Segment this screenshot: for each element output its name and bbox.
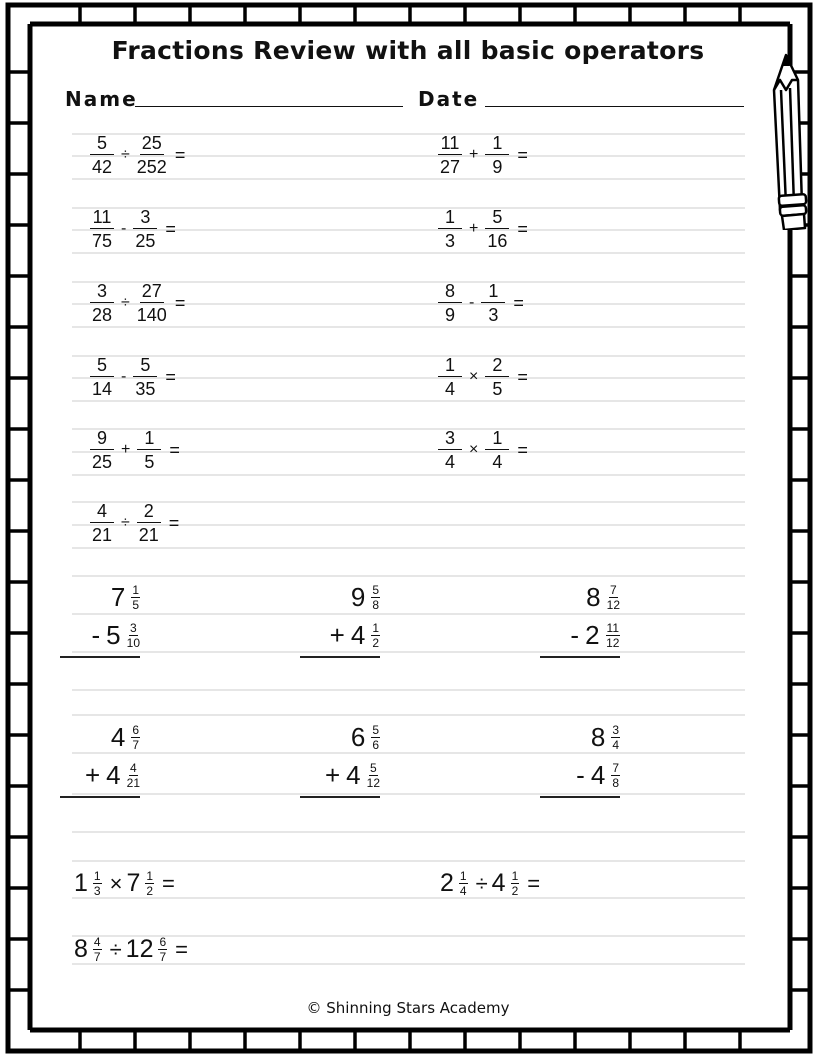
rule-line [72,793,745,795]
fraction [371,622,380,649]
denominator: 6 [372,737,379,752]
top-number [60,718,140,756]
whole-number: 4 [346,760,361,790]
vertical-problem [540,578,620,654]
fraction [485,134,509,176]
numerator: 5 [133,356,157,377]
fraction [611,724,620,751]
equals-sign: = [165,218,176,239]
denominator: 3 [488,305,499,325]
denominator: 8 [372,597,379,612]
rule-line [72,651,745,653]
vertical-problem [60,718,140,794]
numerator: 1 [438,208,462,229]
equals-sign: = [517,439,528,460]
mixed-number-problem [440,869,544,898]
operator: - [121,368,127,385]
rule-line [72,474,745,476]
rule-line [72,575,745,577]
denominator: 42 [91,157,113,177]
whole-number: 1 [74,869,88,897]
whole-number: 5 [106,620,121,650]
answer-line [540,796,620,798]
fraction [371,584,380,611]
equals-sign: = [169,439,180,460]
numerator: 5 [90,134,114,155]
denominator: 16 [487,231,508,251]
rule-line [72,178,745,180]
numerator: 4 [93,935,101,949]
fraction [485,429,509,471]
whole-number: 7 [110,582,126,612]
rule-line [72,689,745,691]
denominator: 25 [91,452,113,472]
denominator: 27 [439,157,461,177]
denominator: 21 [138,525,159,545]
numerator: 1 [438,356,462,377]
numerator: 1 [93,869,101,883]
name-field-line[interactable] [135,106,403,107]
denominator: 4 [444,379,455,399]
numerator: 9 [90,429,114,450]
denominator: 8 [612,775,619,790]
bottom-number [60,756,140,794]
fraction-problem [90,429,180,471]
denominator: 9 [444,305,455,325]
fraction [459,870,468,897]
answer-line [300,656,380,658]
denominator: 2 [372,635,379,650]
numerator: 4 [90,502,114,523]
operator: + [121,441,131,458]
bottom-number [300,756,380,794]
vertical-problem [300,718,380,794]
denominator: 21 [91,525,113,545]
operator: ÷ [109,936,122,962]
numerator: 27 [141,281,162,301]
fraction-problem [90,502,179,544]
whole-number: 4 [350,620,366,650]
numerator: 2 [137,502,161,523]
pencil-icon [766,50,812,230]
denominator: 75 [91,231,113,251]
top-number [60,578,140,616]
fraction [438,356,462,398]
numerator: 6 [132,722,139,737]
fraction [131,724,140,751]
fraction [127,622,140,649]
denominator: 4 [492,452,503,472]
equals-sign: = [517,218,528,239]
whole-number: 6 [350,722,366,752]
whole-number: 9 [350,582,366,612]
denominator: 4 [612,737,619,752]
fraction [137,502,161,544]
top-number [300,718,380,756]
fraction [137,134,167,176]
equals-sign: = [174,292,186,313]
numerator: 11 [90,208,114,229]
fraction [145,870,154,897]
denominator: 7 [132,737,139,752]
denominator: 140 [136,305,167,325]
fraction [93,870,102,897]
numerator: 5 [90,356,114,377]
equals-sign: = [513,292,524,313]
fraction [611,762,620,789]
copyright-footer: © Shinning Stars Academy [306,999,510,1017]
whole-number: 8 [74,935,88,963]
equals-sign: = [175,936,189,962]
fraction [131,584,140,611]
numerator: 1 [459,869,467,883]
denominator: 3 [93,884,101,898]
denominator: 12 [366,775,380,790]
operator: ÷ [121,514,130,531]
denominator: 10 [126,635,140,650]
whole-number: 8 [590,722,606,752]
equals-sign: = [174,144,186,165]
denominator: 14 [91,379,113,399]
denominator: 2 [511,884,519,898]
numerator: 11 [438,134,462,155]
numerator: 7 [609,582,617,597]
operator: × [469,441,479,458]
fraction [133,208,157,250]
whole-number: 4 [491,869,506,897]
answer-line [60,796,140,798]
vertical-problem [60,578,140,654]
denominator: 7 [93,950,101,964]
fraction-problem [438,282,524,324]
numerator: 3 [129,620,137,635]
fraction-problem [438,429,528,471]
operator: - [121,220,127,237]
operator: - [469,294,475,311]
rule-line [72,613,745,615]
denominator: 3 [444,231,455,251]
fraction [367,762,380,789]
rule-line [72,860,745,862]
whole-number: 4 [110,722,126,752]
numerator: 3 [133,208,157,229]
fraction [133,356,157,398]
fraction [158,936,167,963]
mixed-number-problem [74,869,179,898]
operator: + [329,620,345,650]
date-label: Date [418,87,480,111]
fraction-problem [438,134,528,176]
operator: × [109,870,123,896]
fraction [606,622,620,649]
operator: - [91,620,101,650]
name-label: Name [65,87,138,111]
numerator: 3 [612,722,619,737]
denominator: 5 [144,452,155,472]
vertical-problem [540,718,620,794]
fraction [137,429,161,471]
numerator: 6 [159,935,167,949]
operator: ÷ [121,146,130,163]
fraction [481,282,505,324]
rule-line [72,252,745,254]
fraction [438,134,462,176]
numerator: 3 [438,429,462,450]
fraction [90,134,114,176]
numerator: 11 [606,620,619,635]
top-number [300,578,380,616]
bottom-number [60,616,140,654]
denominator: 35 [135,379,156,399]
operator: + [469,146,479,163]
answer-line [60,656,140,658]
denominator: 21 [126,775,140,790]
denominator: 5 [492,379,503,399]
top-number [540,578,620,616]
answer-line [300,796,380,798]
rule-line [72,400,745,402]
denominator: 7 [159,950,167,964]
fraction [90,356,114,398]
worksheet-title: Fractions Review with all basic operators [111,36,705,65]
numerator: 5 [485,208,509,229]
date-field-line[interactable] [485,106,744,107]
denominator: 12 [606,635,620,650]
fraction [607,584,620,611]
denominator: 9 [492,157,503,177]
whole-number: 4 [106,760,121,790]
rule-line [72,752,745,754]
operator: + [469,220,479,237]
operator: + [324,760,341,790]
answer-line [540,656,620,658]
equals-sign: = [165,366,176,387]
fraction [511,870,520,897]
numerator: 8 [438,282,462,303]
fraction [438,429,462,471]
denominator: 252 [136,157,167,177]
operator: + [84,760,101,790]
numerator: 5 [372,582,379,597]
equals-sign: = [517,366,528,387]
fraction-problem [90,208,176,250]
fraction-problem [90,134,185,176]
numerator: 1 [481,282,505,303]
rule-line [72,714,745,716]
fraction [90,502,114,544]
numerator: 1 [146,869,154,883]
fraction-problem [90,356,176,398]
vertical-problem [300,578,380,654]
denominator: 2 [146,884,154,898]
fraction [90,282,114,324]
numerator: 1 [372,620,379,635]
numerator: 1 [132,582,139,597]
fraction [90,208,114,250]
fraction [485,356,509,398]
whole-number: 7 [126,869,141,897]
bottom-number [540,616,620,654]
fraction [438,282,462,324]
fraction [137,282,167,324]
bottom-number [300,616,380,654]
whole-number: 4 [590,760,606,790]
operator: ÷ [121,294,130,311]
whole-number: 8 [586,582,601,612]
whole-number: 2 [440,869,454,897]
numerator: 7 [612,760,619,775]
numerator: 5 [369,760,377,775]
numerator: 3 [90,282,114,303]
rule-line [72,547,745,549]
fraction [90,429,114,471]
numerator: 1 [485,134,509,155]
numerator: 1 [137,429,161,450]
denominator: 5 [132,597,139,612]
numerator: 1 [511,869,519,883]
fraction-problem [438,356,528,398]
equals-sign: = [162,870,175,896]
numerator: 4 [129,760,137,775]
numerator: 5 [372,722,379,737]
operator: - [570,620,580,650]
fraction [127,762,140,789]
operator: - [576,760,585,790]
fraction [93,936,102,963]
equals-sign: = [517,144,528,165]
mixed-number-problem [74,935,192,964]
fraction [438,208,462,250]
bottom-number [540,756,620,794]
fraction [485,208,509,250]
denominator: 28 [91,305,113,325]
operator: × [469,368,479,385]
numerator: 2 [485,356,509,377]
whole-number: 2 [585,620,600,650]
rule-line [72,831,745,833]
equals-sign: = [168,512,180,533]
denominator: 25 [135,231,156,251]
top-number [540,718,620,756]
operator: ÷ [475,870,488,896]
denominator: 4 [459,884,467,898]
whole-number: 12 [125,935,154,963]
denominator: 4 [444,452,455,472]
numerator: 25 [141,133,162,153]
equals-sign: = [527,870,541,896]
fraction [371,724,380,751]
rule-line [72,326,745,328]
fraction-problem [438,208,528,250]
fraction-problem [90,282,185,324]
denominator: 12 [606,597,620,612]
numerator: 1 [485,429,509,450]
